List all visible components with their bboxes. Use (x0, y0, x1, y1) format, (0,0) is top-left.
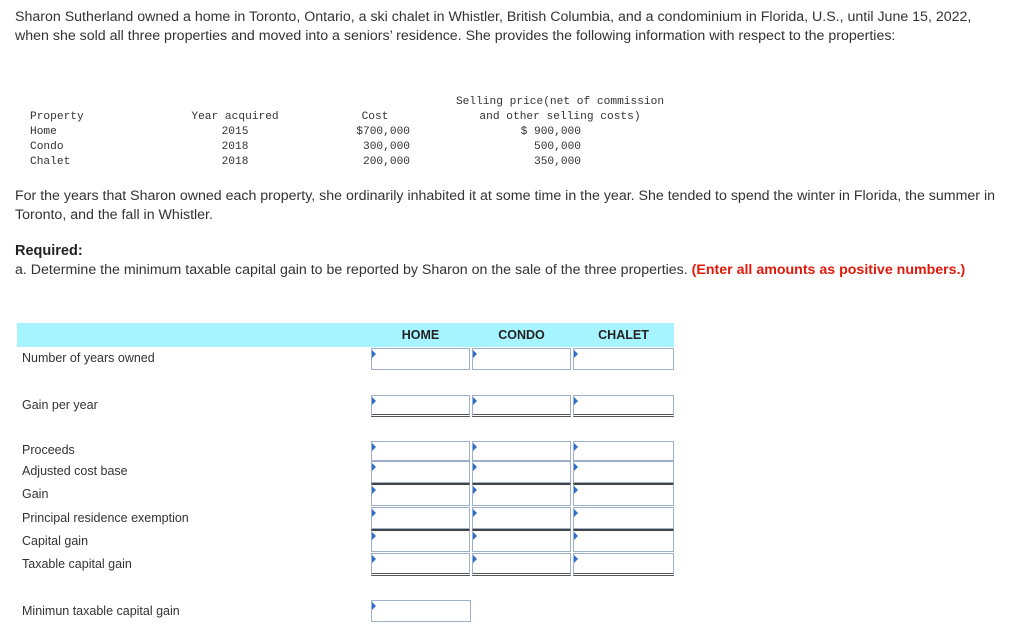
row-label-gain-per-year: Gain per year (22, 398, 98, 412)
column-header-home: HOME (401, 328, 440, 342)
selling-header (440, 95, 680, 125)
cost-header: Cost (361, 111, 389, 123)
table-cell: 350,000 (534, 156, 581, 168)
row-label-minimum-taxable-capital-gain: Minimun taxable capital gain (22, 604, 180, 618)
year-header: Year acquired (191, 111, 279, 123)
row-label-principal-residence-exemption: Principal residence exemption (22, 511, 189, 525)
taxable-gain-home-input[interactable] (371, 553, 470, 576)
gain-per-year-condo-input[interactable] (472, 395, 571, 417)
row-label-proceeds: Proceeds (22, 443, 75, 457)
cost-column (340, 110, 410, 170)
required-text (15, 261, 1005, 280)
year-column (185, 110, 285, 170)
required-heading: Required: (15, 243, 83, 259)
pre-home-input[interactable] (371, 507, 470, 529)
selling-header-line1: Selling price(net of commission (455, 96, 665, 108)
property-header: Property (30, 111, 84, 123)
table-cell: 2018 (221, 156, 249, 168)
proceeds-condo-input[interactable] (472, 441, 571, 461)
row-label-gain: Gain (22, 487, 49, 501)
note-paragraph: For the years that Sharon owned each property, she ordinarily inhabited it at some time in the year. She tended to spend the winter in Florida, the summer in Toronto, and the fall in Whistler. (15, 188, 995, 223)
intro-paragraph: Sharon Sutherland owned a home in Toronto, Ontario, a ski chalet in Whistler, British Columbia, and a condominium in Florida, U.S., until June 15, 2022, when she sold all three properties and moved into a seniors’ residence. She provides the following information with respect to the properties: (15, 9, 972, 44)
minimum-taxable-gain-input[interactable] (371, 600, 471, 622)
capital-gain-condo-input[interactable] (472, 529, 571, 552)
capital-gain-home-input[interactable] (371, 529, 470, 552)
selling-column (500, 125, 581, 170)
capital-gain-chalet-input[interactable] (573, 529, 674, 552)
required-emphasis: (Enter all amounts as positive numbers.) (691, 262, 966, 278)
property-column (30, 110, 84, 170)
required-instruction: a. Determine the minimum taxable capital gain to be reported by Sharon on the sale of the three properties. (15, 262, 692, 278)
acb-home-input[interactable] (371, 461, 470, 483)
table-cell: Chalet (30, 156, 71, 168)
gain-home-input[interactable] (371, 483, 470, 506)
acb-condo-input[interactable] (472, 461, 571, 483)
table-cell: Condo (30, 141, 64, 153)
years-owned-home-input[interactable] (371, 348, 470, 370)
table-cell: $ 900,000 (520, 126, 581, 138)
row-label-years-owned: Number of years owned (22, 351, 155, 365)
table-cell: 500,000 (534, 141, 581, 153)
gain-chalet-input[interactable] (573, 483, 674, 506)
pre-condo-input[interactable] (472, 507, 571, 529)
table-cell: 2015 (221, 126, 249, 138)
row-label-adjusted-cost-base: Adjusted cost base (22, 464, 128, 478)
taxable-gain-condo-input[interactable] (472, 553, 571, 576)
proceeds-chalet-input[interactable] (573, 441, 674, 461)
taxable-gain-chalet-input[interactable] (573, 553, 674, 576)
column-header-chalet: CHALET (598, 328, 649, 342)
years-owned-condo-input[interactable] (472, 348, 571, 370)
table-cell: $700,000 (356, 126, 410, 138)
gain-per-year-home-input[interactable] (371, 395, 470, 417)
table-cell: 2018 (221, 141, 249, 153)
gain-per-year-chalet-input[interactable] (573, 395, 674, 417)
gain-condo-input[interactable] (472, 483, 571, 506)
row-label-taxable-capital-gain: Taxable capital gain (22, 557, 132, 571)
table-cell: 300,000 (363, 141, 410, 153)
acb-chalet-input[interactable] (573, 461, 674, 483)
selling-header-line2: and other selling costs) (479, 111, 641, 123)
proceeds-home-input[interactable] (371, 441, 470, 461)
column-header-condo: CONDO (498, 328, 545, 342)
years-owned-chalet-input[interactable] (573, 348, 674, 370)
pre-chalet-input[interactable] (573, 507, 674, 529)
row-label-capital-gain: Capital gain (22, 534, 89, 548)
table-cell: 200,000 (363, 156, 410, 168)
table-cell: Home (30, 126, 57, 138)
